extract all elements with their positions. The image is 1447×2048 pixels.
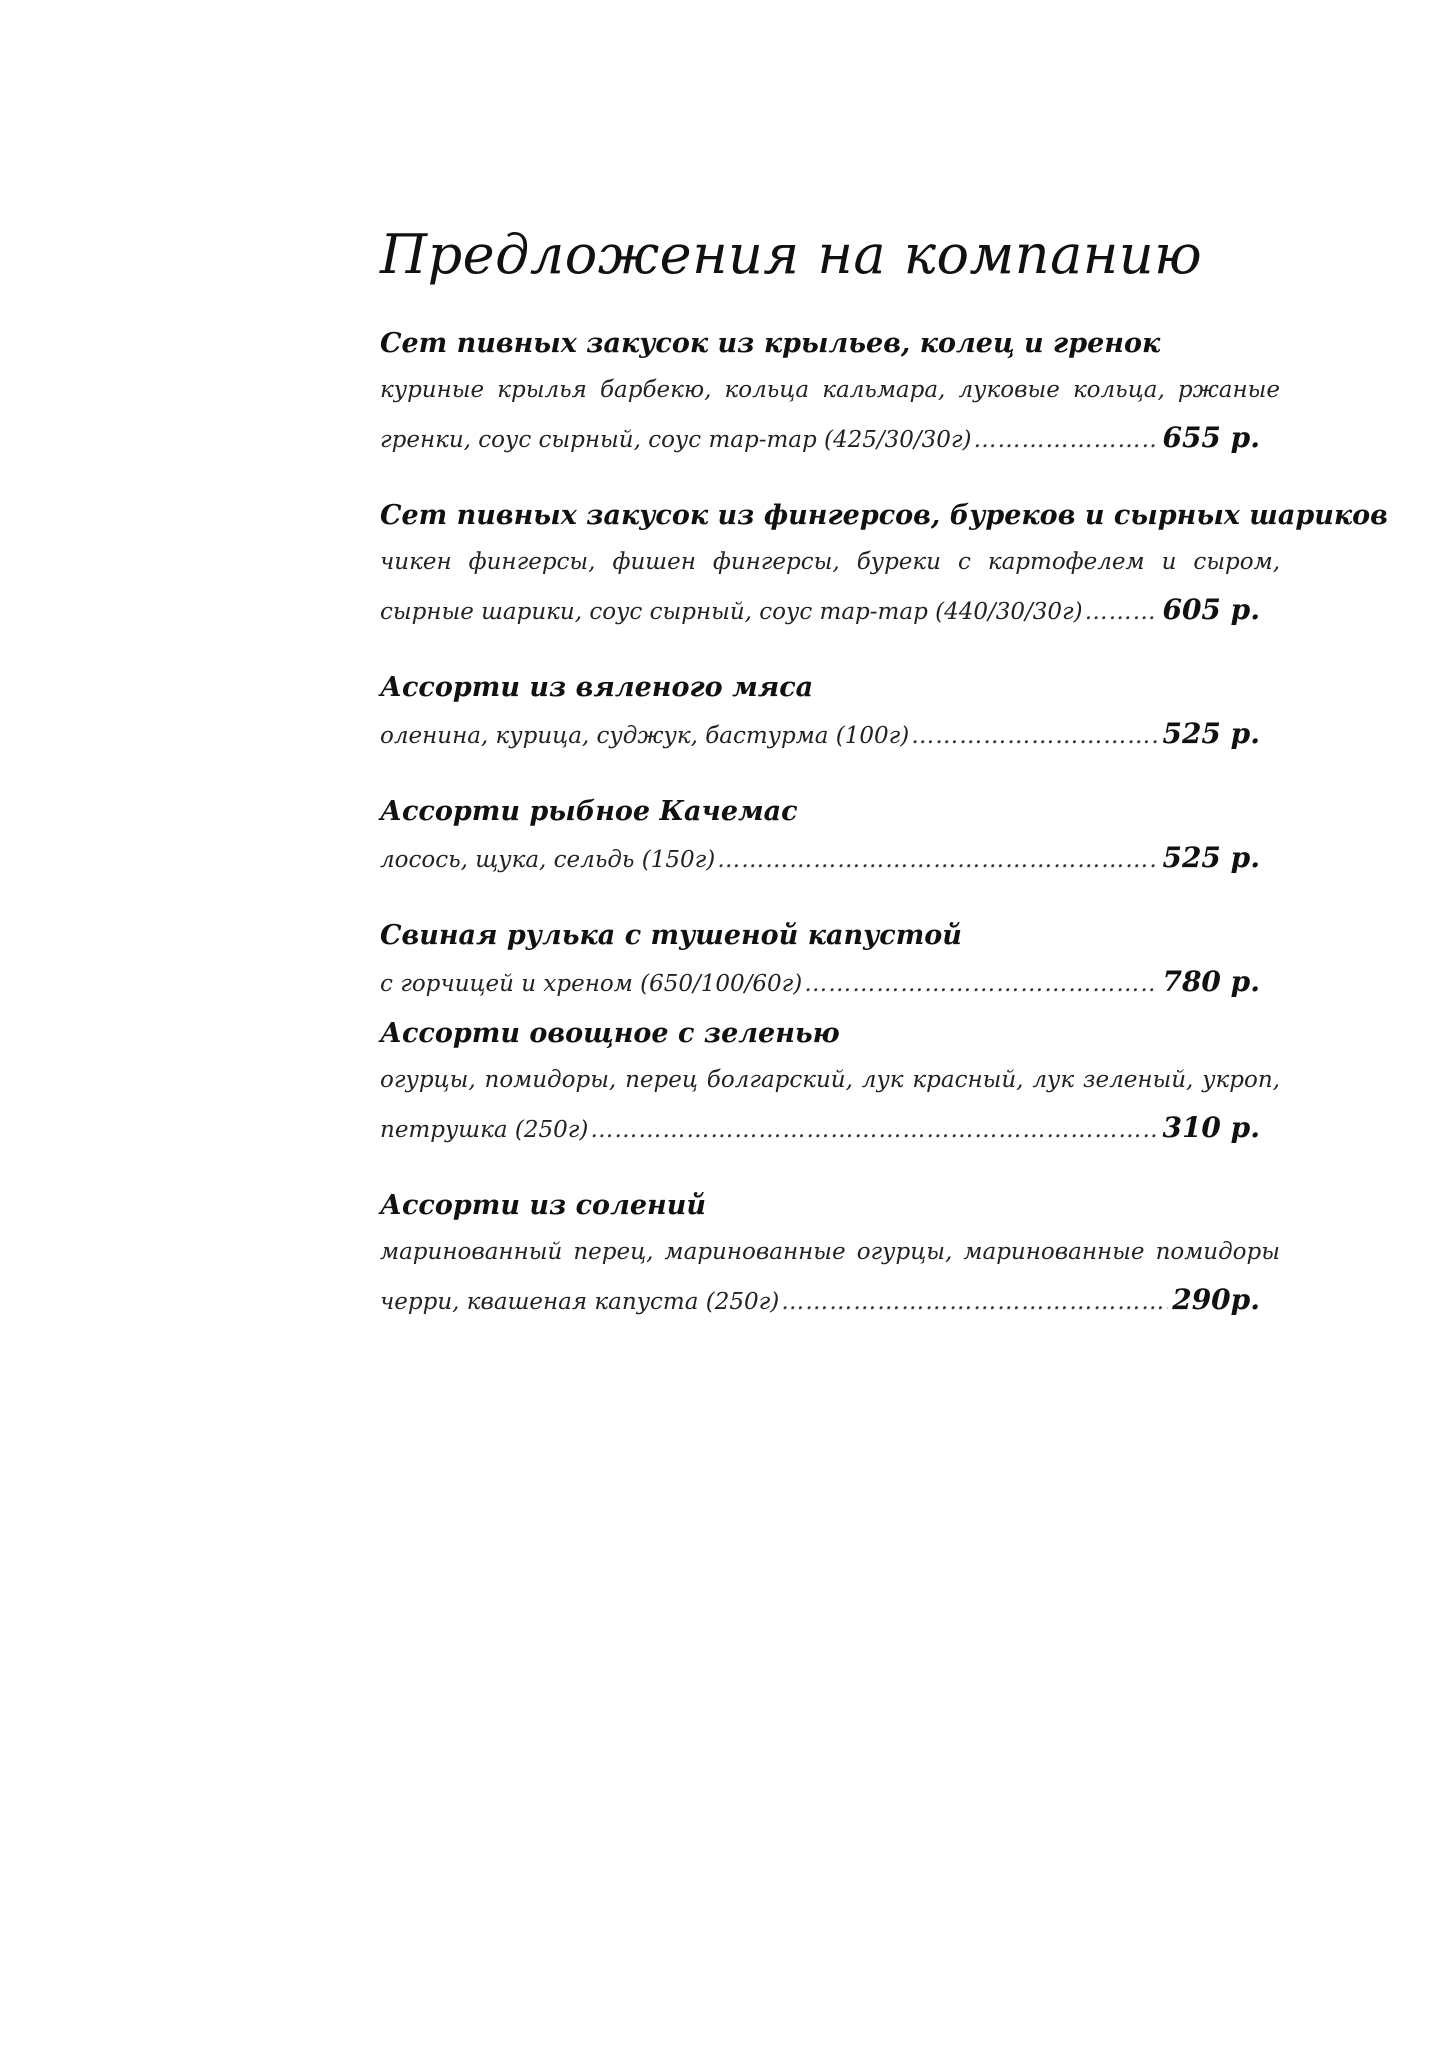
menu-item-description-line <box>380 414 1280 464</box>
menu-item-description: черри, квашеная капуста (250г) <box>380 1289 780 1315</box>
menu-item-name: Сет пивных закусок из крыльев, колец и гренок <box>380 328 1161 359</box>
menu-list <box>380 322 1388 1326</box>
menu-item-description: куриные крылья барбекю, кольца кальмара, луковые кольца, ржаные <box>380 377 1280 403</box>
menu-item-price: 780 р. <box>1162 965 1260 998</box>
menu-item-vegetable-assortment <box>380 1012 1280 1154</box>
menu-item-pork-knuckle <box>380 914 1280 1008</box>
menu-item-description: лосось, щука, сельдь (150г) <box>380 847 716 873</box>
menu-item-dried-meat-assortment <box>380 666 1280 760</box>
menu-item-price: 310 р. <box>1162 1111 1260 1144</box>
menu-item-description: оленина, курица, суджук, бастурма (100г) <box>380 723 910 749</box>
dot-leader <box>1085 588 1159 636</box>
menu-item-name: Ассорти рыбное Качемас <box>380 796 798 827</box>
menu-item-description: маринованный перец, маринованные огурцы, маринованные помидоры <box>380 1239 1280 1265</box>
menu-item-description: чикен фингерсы, фишен фингерсы, буреки с картофелем и сыром, <box>380 549 1280 575</box>
menu-item-description-line <box>380 710 1280 760</box>
menu-item-description: петрушка (250г) <box>380 1117 589 1143</box>
menu-item-description-line <box>380 834 1280 884</box>
menu-item-description: с горчицей и хреном (650/100/60г) <box>380 971 803 997</box>
menu-item-description-line <box>380 1104 1280 1154</box>
menu-item-name: Ассорти овощное с зеленью <box>380 1018 840 1049</box>
dot-leader <box>974 416 1159 464</box>
menu-item-description: гренки, соус сырный, соус тар-тар (425/30/30г) <box>380 427 972 453</box>
menu-item-price: 655 р. <box>1162 421 1260 454</box>
menu-item-name: Свиная рулька с тушеной капустой <box>380 920 962 951</box>
menu-item-description-line <box>380 958 1280 1008</box>
menu-item-name: Сет пивных закусок из фингерсов, буреков и сырных шариков <box>380 500 1388 531</box>
dot-leader <box>590 1106 1158 1154</box>
dot-leader <box>717 836 1158 884</box>
menu-item-description-line <box>380 1276 1280 1326</box>
menu-item-name: Ассорти из вяленого мяса <box>380 672 814 703</box>
page-title: Предложения на компанию <box>380 223 1203 286</box>
menu-item-fish-assortment <box>380 790 1280 884</box>
menu-item-price: 525 р. <box>1162 717 1260 750</box>
menu-item-description-line <box>380 586 1280 636</box>
menu-item-description: сырные шарики, соус сырный, соус тар-тар (440/30/30г) <box>380 599 1083 625</box>
dot-leader <box>804 960 1158 1008</box>
menu-item-description: огурцы, помидоры, перец болгарский, лук красный, лук зеленый, укроп, <box>380 1067 1280 1093</box>
menu-item-price: 525 р. <box>1162 841 1260 874</box>
menu-item-price: 605 р. <box>1162 593 1260 626</box>
dot-leader <box>781 1278 1168 1326</box>
menu-item-name: Ассорти из солений <box>380 1190 706 1221</box>
menu-item-pickles-assortment <box>380 1184 1280 1326</box>
dot-leader <box>911 712 1158 760</box>
menu-item-price: 290р. <box>1172 1283 1260 1316</box>
menu-item-beer-snack-set-wings <box>380 322 1280 464</box>
menu-item-beer-snack-set-fingers <box>380 494 1388 636</box>
